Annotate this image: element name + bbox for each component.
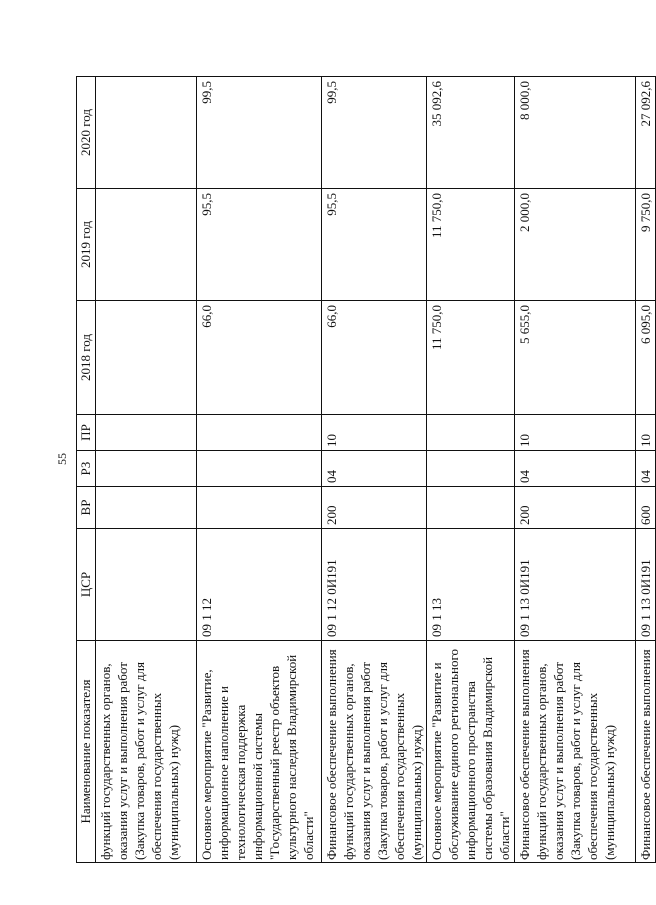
row-rz (96, 451, 197, 487)
row-pr (197, 415, 322, 451)
row-rz: 04 (636, 451, 656, 487)
row-vr: 200 (515, 487, 636, 529)
table-row (427, 77, 515, 863)
row-pr (427, 415, 515, 451)
row-2019 (96, 189, 197, 301)
row-vr (427, 487, 515, 529)
table-header-row (77, 77, 96, 863)
row-rz (427, 451, 515, 487)
row-vr (197, 487, 322, 529)
row-rz (197, 451, 322, 487)
row-2020: 99,5 (322, 77, 427, 189)
table-row (197, 77, 322, 863)
header-csr: ЦСР (77, 529, 96, 641)
row-2018: 11 750,0 (427, 301, 515, 415)
row-csr: 09 1 13 0И191 (515, 529, 636, 641)
header-2020: 2020 год (77, 77, 96, 189)
row-vr: 600 (636, 487, 656, 529)
row-csr: 09 1 13 0И191 (636, 529, 656, 641)
row-2018: 66,0 (197, 301, 322, 415)
table-row (636, 77, 656, 863)
row-2020 (96, 77, 197, 189)
table-row (322, 77, 427, 863)
row-vr: 200 (322, 487, 427, 529)
row-name: Основное мероприятие "Развитие, информационное наполнение и технологическая поддержка информационной системы "Государственный реестр объектов культурного наследия Владимирской области" (197, 641, 322, 863)
row-pr (96, 415, 197, 451)
row-name: Финансовое обеспечение выполнения (636, 641, 656, 863)
row-2018: 5 655,0 (515, 301, 636, 415)
header-pr: ПР (77, 415, 96, 451)
row-name: функций государственных органов, оказания услуг и выполнения работ (Закупка товаров, работ и услуг для обеспечения государственных (муниципальных) нужд) (96, 641, 197, 863)
table-row (515, 77, 636, 863)
row-2020: 27 092,6 (636, 77, 656, 189)
row-2020: 8 000,0 (515, 77, 636, 189)
row-pr: 10 (636, 415, 656, 451)
header-rz: РЗ (77, 451, 96, 487)
row-csr: 09 1 12 (197, 529, 322, 641)
budget-table (76, 76, 656, 863)
row-2019: 11 750,0 (427, 189, 515, 301)
row-name: Финансовое обеспечение выполнения функций государственных органов, оказания услуг и выполнения работ (Закупка товаров, работ и услуг для обеспечения государственных (муниципальных) нужд) (322, 641, 427, 863)
row-rz: 04 (322, 451, 427, 487)
table-row (96, 77, 197, 863)
row-2019: 2 000,0 (515, 189, 636, 301)
row-2018: 66,0 (322, 301, 427, 415)
row-pr: 10 (515, 415, 636, 451)
header-name: Наименование показателя (77, 641, 96, 863)
row-csr: 09 1 12 0И191 (322, 529, 427, 641)
row-vr (96, 487, 197, 529)
row-2018: 6 095,0 (636, 301, 656, 415)
header-2018: 2018 год (77, 301, 96, 415)
row-csr (96, 529, 197, 641)
row-2019: 95,5 (322, 189, 427, 301)
header-vr: ВР (77, 487, 96, 529)
row-name: Финансовое обеспечение выполнения функций государственных органов, оказания услуг и выполнения работ (Закупка товаров, работ и услуг для обеспечения государственных (муниципальных) нужд) (515, 641, 636, 863)
page-number: 55 (55, 453, 69, 465)
row-2020: 35 092,6 (427, 77, 515, 189)
row-rz: 04 (515, 451, 636, 487)
row-2019: 95,5 (197, 189, 322, 301)
row-pr: 10 (322, 415, 427, 451)
row-csr: 09 1 13 (427, 529, 515, 641)
row-2018 (96, 301, 197, 415)
row-name: Основное мероприятие "Развитие и обслуживание единого регионального информационного пространства системы образования Владимирской области" (427, 641, 515, 863)
header-2019: 2019 год (77, 189, 96, 301)
budget-table-sheet (76, 77, 653, 863)
row-2020: 99,5 (197, 77, 322, 189)
row-2019: 9 750,0 (636, 189, 656, 301)
